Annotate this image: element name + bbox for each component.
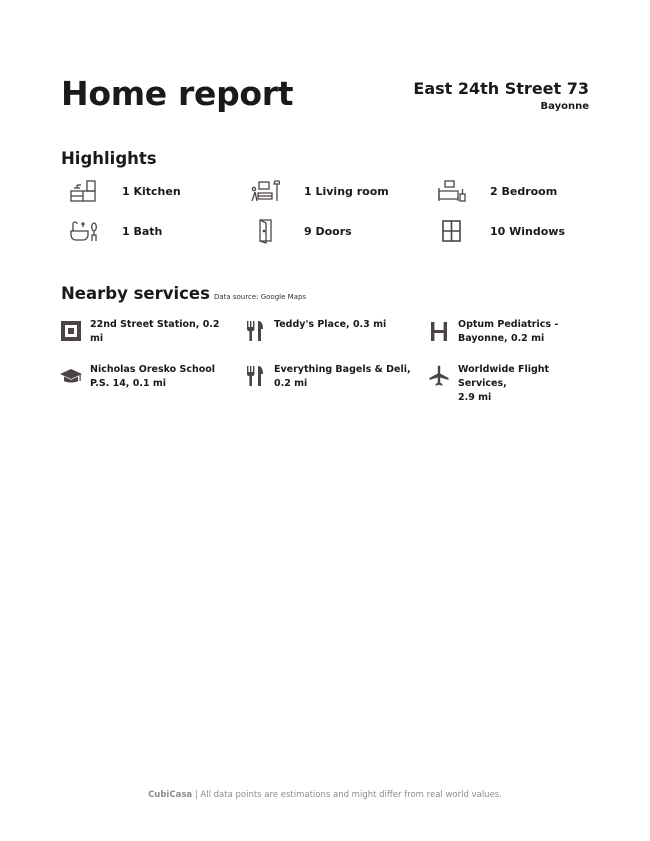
nearby-heading (61, 284, 306, 303)
service-name: Optum Pediatrics - (458, 319, 559, 330)
service-distance: Bayonne, 0.2 mi (458, 333, 545, 344)
service-name: Worldwide Flight Services, (458, 364, 550, 389)
service-name: 22nd Street Station, 0.2 mi (90, 319, 220, 344)
data-source-note: Data source: Google Maps (213, 293, 307, 301)
service-text (90, 363, 230, 391)
bath-icon (68, 218, 98, 244)
highlight-bedroom (436, 178, 557, 204)
service-name: Teddy's Place, 0.3 mi (274, 319, 387, 330)
highlight-windows (436, 218, 565, 244)
address-street: East 24th Street 73 (413, 79, 589, 98)
service-item (243, 363, 414, 391)
service-text (274, 318, 414, 332)
service-item (59, 318, 230, 346)
service-distance: 2.9 mi (458, 392, 492, 403)
highlight-label: 1 Kitchen (122, 184, 181, 198)
highlight-label: 1 Bath (122, 224, 163, 238)
highlight-label: 9 Doors (304, 224, 352, 238)
service-item (427, 363, 598, 405)
service-distance: P.S. 14, 0.1 mi (90, 378, 167, 389)
service-text (274, 363, 414, 391)
service-item (243, 318, 414, 344)
living-room-icon (250, 178, 280, 204)
service-item (427, 318, 598, 346)
station-icon (59, 318, 83, 344)
kitchen-icon (68, 178, 98, 204)
window-icon (436, 218, 466, 244)
address-city: Bayonne (540, 101, 589, 112)
highlight-label: 10 Windows (490, 224, 566, 238)
service-name: Everything Bagels & Deli, (274, 364, 411, 375)
nearby-title: Nearby services (61, 284, 210, 303)
highlight-kitchen (68, 178, 181, 204)
service-name: Nicholas Oresko School (90, 364, 216, 375)
hospital-icon (427, 318, 451, 344)
door-icon (250, 218, 280, 244)
restaurant-icon (243, 363, 267, 389)
service-text (458, 318, 598, 346)
footer-disclaimer (0, 790, 650, 800)
highlights-heading: Highlights (61, 149, 157, 168)
airport-icon (427, 363, 451, 389)
service-text (458, 363, 598, 405)
school-icon (59, 363, 83, 389)
highlight-doors (250, 218, 352, 244)
footer-brand: CubiCasa (148, 790, 193, 800)
bedroom-icon (436, 178, 466, 204)
footer-text: | All data points are estimations and might differ from real world values. (192, 790, 502, 800)
restaurant-icon (243, 318, 267, 344)
service-item (59, 363, 230, 391)
service-distance: 0.2 mi (274, 378, 308, 389)
address-block (413, 79, 589, 112)
page-title: Home report (61, 74, 294, 113)
service-text (90, 318, 230, 346)
highlight-bath (68, 218, 162, 244)
highlight-label: 1 Living room (304, 184, 389, 198)
highlight-living-room (250, 178, 389, 204)
highlight-label: 2 Bedroom (490, 184, 558, 198)
